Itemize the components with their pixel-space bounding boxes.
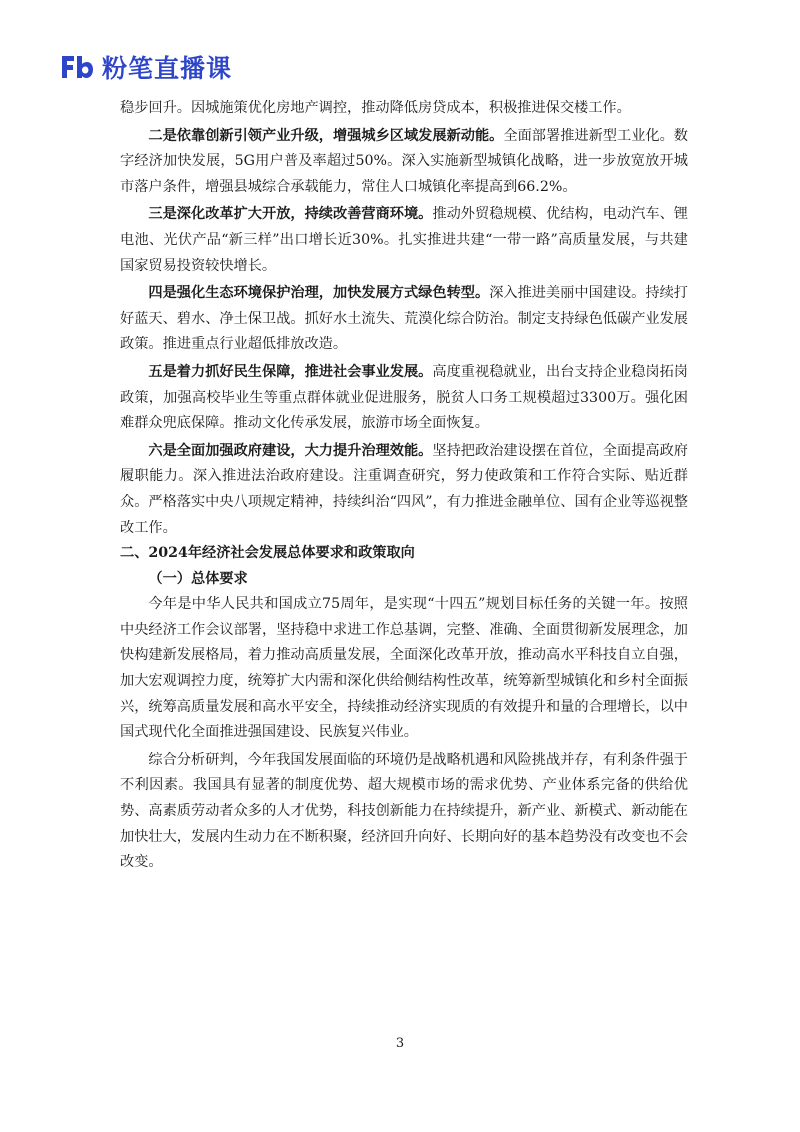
paragraph-body: 稳步回升。因城施策优化房地产调控，推动降低房贷成本，积极推进保交楼工作。 [120,100,631,116]
paragraph-lead: 三是深化改革扩大开放，持续改善营商环境。 [148,206,433,223]
paragraph-body: 全面部署推进新型工业化。数字经济加快发展，5G用户普及率超过50%。深入实施新型城镇化战略，进一步放宽放开城市落户条件，增强县城综合承载能力，常住人口城镇化率提高到66.2%。 [120,127,688,195]
header-logo [60,50,232,84]
subsection-heading: （一）总体要求 [148,570,248,587]
paragraph-item-4 [120,281,688,358]
paragraph-body: 深入推进美丽中国建设。持续打好蓝天、碧水、净土保卫战。抓好水土流失、荒漠化综合防治。制定支持绿色低碳产业发展政策。推进重点行业超低排放改造。 [120,285,688,353]
page-number: 3 [395,1036,405,1051]
paragraph-item-2 [120,124,688,201]
paragraph-body: 坚持把政治建设摆在首位，全面提高政府履职能力。深入推进法治政府建设。注重调查研究，努力使政策和工作符合实际、贴近群众。严格落实中央八项规定精神，持续纠治“四风”，有力推进金融单位、国有企业等巡视整改工作。 [120,442,688,536]
paragraph-item-5 [120,360,688,437]
paragraph-general-requirements: 今年是中华人民共和国成立75周年，是实现“十四五”规划目标任务的关键一年。按照中央经济工作会议部署，坚持稳中求进工作总基调，完整、准确、全面贯彻新发展理念，加快构建新发展格局，着力推动高质量发展，全面深化改革开放，推动高水平科技自立自强，加大宏观调控力度，统筹扩大内需和深化供给侧结构性改革，统筹新型城镇化和乡村全面振兴，统筹高质量发展和高水平安全，持续推动经济实现质的有效提升和量的合理增长，以中国式现代化全面推进强国建设、民族复兴伟业。 [120,596,688,741]
paragraph-body: 高度重视稳就业，出台支持企业稳岗拓岗政策，加强高校毕业生等重点群体就业促进服务，脱贫人口务工规模超过3300万。强化困难群众兜底保障。推动文化传承发展，旅游市场全面恢复。 [120,363,688,432]
paragraph-lead: 二是依靠创新引领产业升级，增强城乡区域发展新动能。 [148,127,504,144]
document-body [120,96,688,876]
paragraph-analysis: 综合分析研判，今年我国发展面临的环境仍是战略机遇和风险挑战并存，有利条件强于不利因素。我国具有显著的制度优势、超大规模市场的需求优势、产业体系完备的供给优势、高素质劳动者众多的人才优势，科技创新能力在持续提升，新产业、新模式、新动能在加快壮大，发展内生动力在不断积聚，经济回升向好、长期向好的基本趋势没有改变也不会改变。 [120,751,688,871]
paragraph-item-3 [120,202,688,279]
paragraph-lead: 六是全面加强政府建设，大力提升治理效能。 [148,442,433,459]
paragraph-lead: 五是着力抓好民生保障，推进社会事业发展。 [148,363,433,380]
section-heading: 二、2024年经济社会发展总体要求和政策取向 [120,545,415,562]
logo-text: 粉笔直播课 [102,54,233,83]
fenbi-logo-icon [60,53,94,81]
paragraph-body: 推动外贸稳规模、优结构，电动汽车、锂电池、光伏产品“新三样”出口增长近30%。扎实推进共建“一带一路”高质量发展，与共建国家贸易投资较快增长。 [120,206,688,274]
paragraph-continued [120,96,688,122]
paragraph-item-6 [120,439,688,541]
paragraph-lead: 四是强化生态环境保护治理，加快发展方式绿色转型。 [148,285,490,302]
